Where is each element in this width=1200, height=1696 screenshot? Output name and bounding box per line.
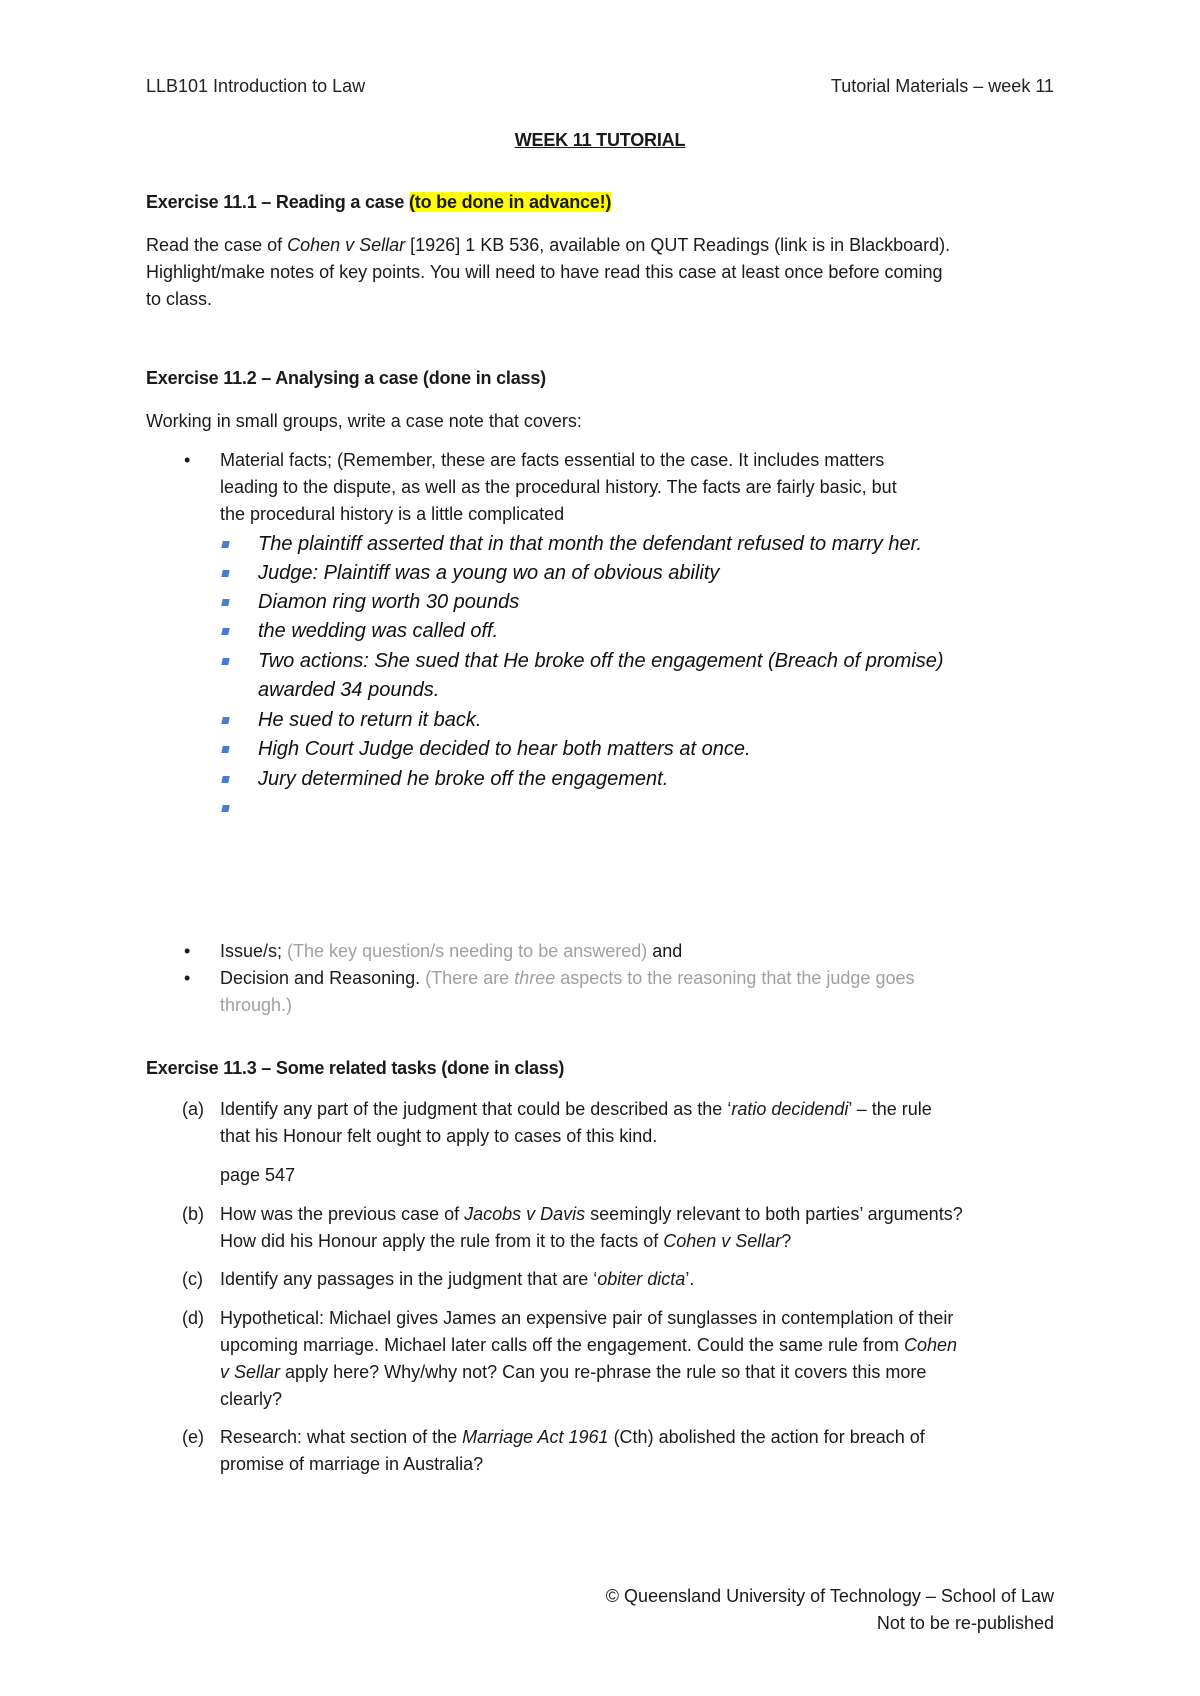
exercise-2-intro: Working in small groups, write a case note that covers: [146,411,582,431]
exercise-3-title: Exercise 11.3 – Some related tasks (done in class) [146,1058,565,1078]
bullet-icon: • [184,450,191,470]
note-text: High Court Judge decided to hear both matters at once. [258,738,751,760]
advance-highlight: (to be done in advance!) [408,192,612,212]
note-item [258,530,1058,559]
bullet-material-facts [184,447,1060,528]
issue-end: and [647,941,683,961]
exercise-1-line-3: to class. [146,289,213,309]
q-italic: obiter dicta [597,1269,686,1289]
question-label: (d) [182,1308,204,1328]
note-continuation: awarded 34 pounds. [258,679,440,701]
exercise-1-line-2: Highlight/make notes of key points. You will need to have read this case at least once before coming [146,262,943,282]
square-bullet-icon [221,746,229,753]
note-text: the wedding was called off. [258,620,499,642]
q-text: ’ – the rule [848,1099,932,1119]
question-label: (c) [182,1269,203,1289]
note-item [258,765,1058,794]
decision-hint: through.) [220,995,293,1015]
q-text: promise of marriage in Australia? [220,1454,484,1474]
ex1-text: [1926] 1 KB 536, available on QUT Readings (link is in Blackboard). [405,235,951,255]
answer-text: page 547 [220,1165,296,1185]
page-title: WEEK 11 TUTORIAL [514,130,686,150]
square-bullet-icon [221,599,229,606]
square-bullet-icon [221,776,229,783]
material-facts-line: leading to the dispute, as well as the procedural history. The facts are fairly basic, but [220,477,897,497]
question-label: (a) [182,1099,204,1119]
q-italic: ratio decidendi [731,1099,849,1119]
bullet-issues [184,938,1060,965]
square-bullet-icon [221,628,229,635]
q-text: Research: what section of the [220,1427,463,1447]
issue-label: Issue/s; [220,941,288,961]
header-course: LLB101 Introduction to Law [146,76,366,96]
square-bullet-icon [221,658,229,665]
issue-hint: (The key question/s needing to be answered) [287,941,648,961]
bullet-decision [184,965,1060,1019]
exercise-2-title: Exercise 11.2 – Analysing a case (done in class) [146,368,546,388]
decision-hint: (There are [425,968,515,988]
q-text: ? [781,1231,792,1251]
q-text: How did his Honour apply the rule from it to the facts of [220,1231,664,1251]
note-text: He sued to return it back. [258,709,482,731]
note-text: Diamon ring worth 30 pounds [258,591,520,613]
footer-copyright: © Queensland University of Technology – School of Law [605,1586,1054,1606]
q-text: clearly? [220,1389,283,1409]
note-text: Jury determined he broke off the engagement. [258,768,669,790]
case-name: Cohen v Sellar [287,235,406,255]
q-text: apply here? Why/why not? Can you re-phrase the rule so that it covers this more [280,1362,927,1382]
q-text: Identify any part of the judgment that could be described as the ‘ [220,1099,732,1119]
note-item [258,735,1058,764]
q-italic: v Sellar [220,1362,281,1382]
q-italic: Cohen v Sellar [663,1231,782,1251]
square-bullet-icon [221,570,229,577]
q-text: Identify any passages in the judgment that are ‘ [220,1269,598,1289]
footer-notice: Not to be re-published [876,1613,1054,1633]
decision-hint-emph: three [514,968,556,988]
square-bullet-icon [221,717,229,724]
note-item [258,559,1058,588]
question-label: (e) [182,1427,204,1447]
q-text: Hypothetical: Michael gives James an expensive pair of sunglasses in contemplation of their [220,1308,954,1328]
q-italic: Marriage Act 1961 [462,1427,609,1447]
note-item [258,647,1058,676]
exercise-1-title [146,192,611,213]
q-text: seemingly relevant to both parties’ arguments? [585,1204,963,1224]
q-italic: Jacobs v Davis [464,1204,586,1224]
note-text: Judge: Plaintiff was a young wo an of obvious ability [258,562,720,584]
question-label: (b) [182,1204,204,1224]
ex1-text: Read the case of [146,235,288,255]
square-bullet-icon [221,541,229,548]
decision-hint: aspects to the reasoning that the judge goes [555,968,915,988]
bullet-icon: • [184,968,191,988]
square-bullet-icon [221,805,229,812]
exercise-1-title-text: Exercise 11.1 – Reading a case [146,192,409,212]
material-facts-line: the procedural history is a little complicated [220,504,565,524]
note-text: Two actions: She sued that He broke off the engagement (Breach of promise) [258,650,944,672]
note-item [258,706,1058,735]
decision-label: Decision and Reasoning. [220,968,426,988]
header-materials: Tutorial Materials – week 11 [830,76,1054,96]
note-item [258,588,1058,617]
q-italic: Cohen [904,1335,958,1355]
exercise-1-line-1 [146,232,1066,259]
q-text: that his Honour felt ought to apply to cases of this kind. [220,1126,658,1146]
bullet-icon: • [184,941,191,961]
q-text: upcoming marriage. Michael later calls off the engagement. Could the same rule from [220,1335,905,1355]
note-text: The plaintiff asserted that in that month the defendant refused to marry her. [258,533,923,555]
q-text: How was the previous case of [220,1204,465,1224]
material-facts-line: Material facts; (Remember, these are facts essential to the case. It includes matters [220,450,885,470]
q-text: (Cth) abolished the action for breach of [608,1427,925,1447]
note-item [258,617,1058,646]
q-text: ’. [685,1269,695,1289]
